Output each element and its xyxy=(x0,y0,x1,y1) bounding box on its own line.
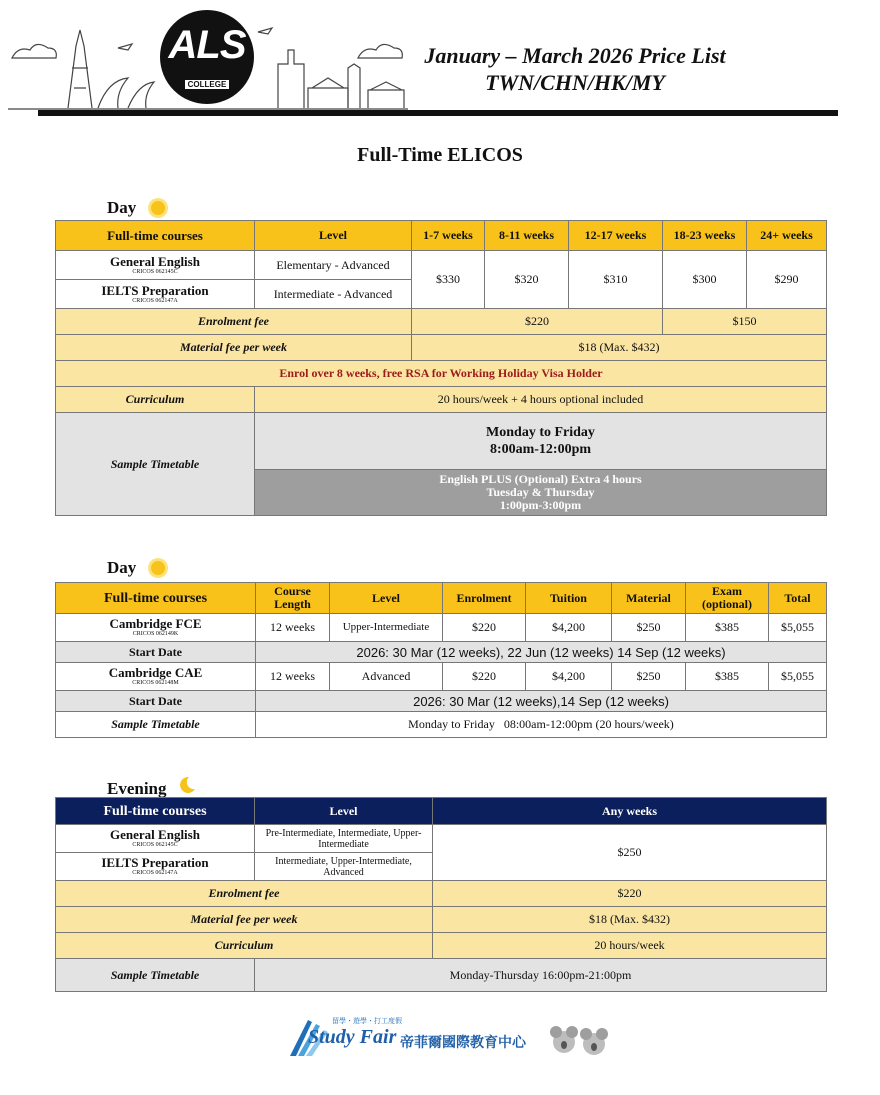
start-date-label: Start Date xyxy=(56,691,256,712)
footer-tagline: 留學・遊學・打工度假 xyxy=(332,1017,402,1025)
table-row xyxy=(56,251,827,280)
cambridge-price-table xyxy=(55,582,827,738)
start-date-row xyxy=(56,642,827,663)
col-header: 8-11 weeks xyxy=(485,221,569,251)
logo-text: ALS xyxy=(168,23,246,67)
footer-brand: Study Fair xyxy=(308,1026,397,1048)
koala-mascot-icon xyxy=(550,1020,610,1064)
sun-icon xyxy=(151,561,165,575)
timetable-row xyxy=(56,413,827,470)
price-cell: $320 xyxy=(485,251,569,309)
total-cell: $5,055 xyxy=(769,614,827,642)
price-cell: $310 xyxy=(569,251,663,309)
table-header-row xyxy=(56,583,827,614)
plus-line: 1:00pm-3:00pm xyxy=(499,498,582,512)
table-row xyxy=(56,663,827,691)
curriculum-value: 20 hours/week xyxy=(433,933,827,959)
day-section-label-2 xyxy=(107,558,165,578)
enrolment-row xyxy=(56,309,827,335)
page-title: Full-Time ELICOS xyxy=(357,144,523,166)
course-name: IELTS Preparation xyxy=(101,282,209,298)
header-divider xyxy=(38,110,838,116)
level-cell: Advanced xyxy=(330,663,443,691)
timetable-value: Monday to Friday 08:00am-12:00pm (20 hours/week) xyxy=(256,712,827,738)
timetable-plus xyxy=(255,470,827,516)
enrolment-value: $150 xyxy=(663,309,827,335)
cricos-code: CRICOS 062148M xyxy=(132,680,179,686)
col-header: Exam (optional) xyxy=(686,583,769,614)
cricos-code: CRICOS 062147A xyxy=(132,297,178,304)
col-header: 1-7 weeks xyxy=(412,221,485,251)
price-cell: $300 xyxy=(663,251,747,309)
course-cell xyxy=(56,853,255,881)
enrolment-label: Enrolment fee xyxy=(56,309,412,335)
level-cell: Intermediate, Upper-Intermediate, Advanced xyxy=(255,853,433,881)
exam-cell: $385 xyxy=(686,614,769,642)
promo-text: Enrol over 8 weeks, free RSA for Working Holiday Visa Holder xyxy=(56,361,827,387)
material-label: Material fee per week xyxy=(56,335,412,361)
timetable-row xyxy=(56,959,827,992)
day-section-label xyxy=(107,198,165,218)
start-date-label: Start Date xyxy=(56,642,256,663)
cricos-code: CRICOS 062145C xyxy=(132,268,178,275)
evening-price-table xyxy=(55,797,827,992)
price-list-title xyxy=(395,42,755,96)
course-name: IELTS Preparation xyxy=(101,855,209,870)
col-header: Full-time courses xyxy=(56,583,256,614)
course-cell xyxy=(56,663,256,691)
col-header: Any weeks xyxy=(433,798,827,825)
col-header: Level xyxy=(255,221,412,251)
timetable-main xyxy=(255,413,827,470)
exam-cell: $385 xyxy=(686,663,769,691)
price-cell: $290 xyxy=(747,251,827,309)
length-cell: 12 weeks xyxy=(256,614,330,642)
level-cell: Pre-Intermediate, Intermediate, Upper-Intermediate xyxy=(255,825,433,853)
tuition-cell: $4,200 xyxy=(526,614,612,642)
table-row xyxy=(56,614,827,642)
day-price-table xyxy=(55,220,827,516)
level-cell: Intermediate - Advanced xyxy=(255,280,412,309)
timetable-label: Sample Timetable xyxy=(56,959,255,992)
curriculum-label: Curriculum xyxy=(56,933,433,959)
table-row xyxy=(56,825,827,853)
course-cell xyxy=(56,251,255,280)
material-value: $18 (Max. $432) xyxy=(433,907,827,933)
moon-icon xyxy=(177,775,197,795)
material-label: Material fee per week xyxy=(56,907,433,933)
col-header: 18-23 weeks xyxy=(663,221,747,251)
als-college-logo xyxy=(160,10,254,104)
curriculum-row xyxy=(56,387,827,413)
col-header: Material xyxy=(612,583,686,614)
day-label-text: Day xyxy=(107,198,137,217)
curriculum-value: 20 hours/week + 4 hours optional included xyxy=(255,387,827,413)
timetable-row xyxy=(56,712,827,738)
enrolment-row xyxy=(56,881,827,907)
course-cell xyxy=(56,280,255,309)
course-name: General English xyxy=(110,253,200,269)
plus-line: English PLUS (Optional) Extra 4 hours xyxy=(439,472,642,486)
col-header: Course Length xyxy=(256,583,330,614)
total-cell: $5,055 xyxy=(769,663,827,691)
table-header-row xyxy=(56,798,827,825)
table-header-row xyxy=(56,221,827,251)
evening-section-label xyxy=(107,775,197,799)
level-cell: Elementary - Advanced xyxy=(255,251,412,280)
tuition-cell: $4,200 xyxy=(526,663,612,691)
price-cell: $250 xyxy=(433,825,827,881)
start-date-value: 2026: 30 Mar (12 weeks), 22 Jun (12 weeks) 14 Sep (12 weeks) xyxy=(256,642,827,663)
col-header: Full-time courses xyxy=(56,221,255,251)
cricos-code: CRICOS 062145C xyxy=(132,842,178,848)
length-cell: 12 weeks xyxy=(256,663,330,691)
start-date-value: 2026: 30 Mar (12 weeks),14 Sep (12 weeks) xyxy=(256,691,827,712)
col-header: 24+ weeks xyxy=(747,221,827,251)
title-line-2: TWN/CHN/HK/MY xyxy=(485,70,665,95)
timetable-value: Monday-Thursday 16:00pm-21:00pm xyxy=(255,959,827,992)
col-header: 12-17 weeks xyxy=(569,221,663,251)
promo-row xyxy=(56,361,827,387)
material-cell: $250 xyxy=(612,614,686,642)
material-cell: $250 xyxy=(612,663,686,691)
col-header: Tuition xyxy=(526,583,612,614)
col-header: Enrolment xyxy=(443,583,526,614)
title-line-1: January – March 2026 Price List xyxy=(424,43,726,68)
course-cell xyxy=(56,614,256,642)
study-fair-logo xyxy=(288,1014,618,1070)
logo-subtext: COLLEGE xyxy=(185,80,230,89)
material-value: $18 (Max. $432) xyxy=(412,335,827,361)
level-cell: Upper-Intermediate xyxy=(330,614,443,642)
course-name: Cambridge FCE xyxy=(109,616,202,631)
col-header: Level xyxy=(330,583,443,614)
timetable-hours: 8:00am-12:00pm xyxy=(489,442,592,457)
start-date-row xyxy=(56,691,827,712)
cricos-code: CRICOS 062149K xyxy=(132,631,179,637)
price-cell: $330 xyxy=(412,251,485,309)
course-name: Cambridge CAE xyxy=(108,665,203,680)
curriculum-label: Curriculum xyxy=(56,387,255,413)
plus-line: Tuesday & Thursday xyxy=(486,485,595,499)
col-header: Full-time courses xyxy=(56,798,255,825)
timetable-days: Monday to Friday xyxy=(486,425,595,440)
curriculum-row xyxy=(56,933,827,959)
col-header: Level xyxy=(255,798,433,825)
col-header: Total xyxy=(769,583,827,614)
enrolment-value: $220 xyxy=(433,881,827,907)
timetable-label: Sample Timetable xyxy=(56,413,255,516)
evening-label-text: Evening xyxy=(107,779,167,798)
enrolment-value: $220 xyxy=(412,309,663,335)
course-name: General English xyxy=(110,827,200,842)
timetable-label: Sample Timetable xyxy=(56,712,256,738)
sun-icon xyxy=(151,201,165,215)
material-row xyxy=(56,907,827,933)
cricos-code: CRICOS 062147A xyxy=(132,870,178,876)
enrolment-cell: $220 xyxy=(443,614,526,642)
material-row xyxy=(56,335,827,361)
course-cell xyxy=(56,825,255,853)
day-label-text: Day xyxy=(107,558,137,577)
enrolment-label: Enrolment fee xyxy=(56,881,433,907)
footer-cn-name: 帝菲爾國際教育中心 xyxy=(400,1035,526,1051)
enrolment-cell: $220 xyxy=(443,663,526,691)
